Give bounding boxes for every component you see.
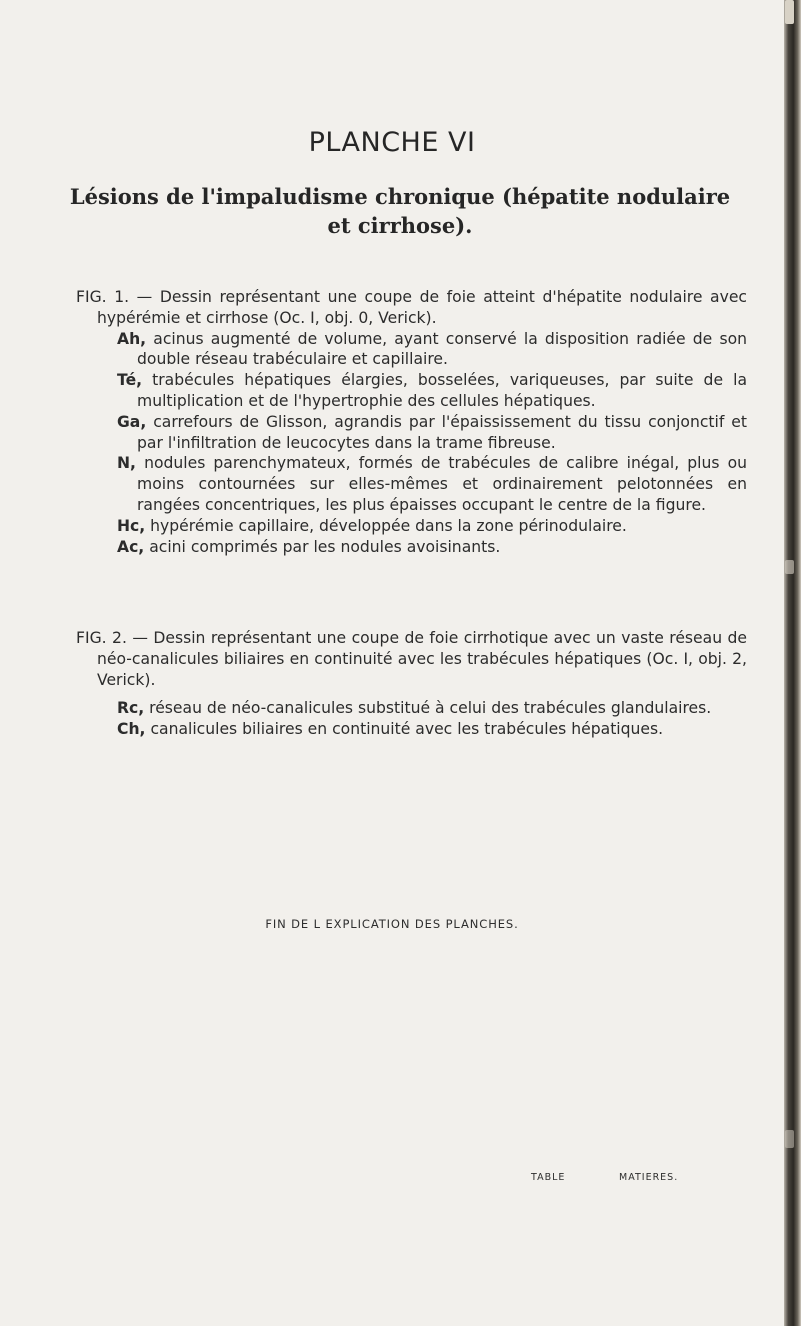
legend-key: Rc, — [117, 699, 145, 718]
legend-key: Ac, — [117, 537, 145, 556]
edge-mark — [785, 0, 794, 24]
legend-text: carrefours de Glisson, agrandis par l'épaississement du tissu conjonctif et par l'infiltration de leucocytes dans la trame fibreuse. — [137, 412, 747, 452]
legend-text: acinus augmenté de volume, ayant conservé la disposition radiée de son double réseau trabéculaire et capillaire. — [137, 329, 747, 369]
legend-text: acini comprimés par les nodules avoisinants. — [144, 537, 501, 556]
legend-key: N, — [117, 454, 136, 473]
book-spine-edge — [784, 0, 801, 1326]
plate-title: PLANCHE VI — [308, 127, 476, 158]
legend-text: canalicules biliaires en continuité avec les trabécules hépatiques. — [145, 720, 664, 739]
figure-1-legend-item — [117, 516, 747, 537]
edge-mark — [785, 560, 794, 574]
figure-1-legend-item — [117, 412, 747, 454]
figure-2-heading: FIG. 2. — Dessin représentant une coupe de foie cirrhotique avec un vaste réseau de néo-canalicules biliaires en continuité avec les trabécules hépatiques (Oc. I, obj. 2, Verick). — [76, 629, 747, 689]
legend-text: nodules parenchymateux, formés de trabécules de calibre inégal, plus ou moins contournées sur elles-mêmes et ordinairement pelotonnées en rangées concentriques, les plus épaisses occupant le centre de la figure. — [135, 454, 747, 514]
end-of-explanation-note: FIN DE L EXPLICATION DES PLANCHES. — [265, 917, 519, 931]
edge-mark — [785, 1130, 794, 1148]
subtitle-line-2: et cirrhose). — [327, 213, 473, 238]
figure-2-caption — [76, 628, 747, 740]
legend-key: Ch, — [117, 720, 146, 739]
legend-text: réseau de néo-canalicules substitué à celui des trabécules glandulaires. — [144, 699, 712, 718]
legend-text: hypérémie capillaire, développée dans la zone périnodulaire. — [145, 516, 627, 535]
figure-1-legend-item — [117, 453, 747, 515]
figure-2-legend-item — [117, 719, 747, 740]
figure-1-legend-item — [117, 370, 747, 412]
legend-key: Ga, — [117, 412, 147, 431]
legend-key: Té, — [117, 371, 143, 390]
figure-1-legend-item — [117, 329, 747, 371]
plate-subtitle — [60, 182, 740, 240]
figure-1-caption — [76, 287, 747, 557]
legend-text: trabécules hépatiques élargies, bosselées, variqueuses, par suite de la multiplication et de l'hypertrophie des cellules hépatiques. — [137, 371, 747, 410]
matieres-catchword: MATIERES. — [619, 1172, 679, 1183]
legend-key: Hc, — [117, 516, 146, 535]
legend-key: Ah, — [117, 329, 147, 348]
figure-1-legend-item — [117, 537, 747, 558]
table-catchword: TABLE — [531, 1172, 566, 1183]
subtitle-line-1: Lésions de l'impaludisme chronique (hépatite nodulaire — [69, 184, 731, 209]
figure-1-heading: FIG. 1. — Dessin représentant une coupe de foie atteint d'hépatite nodulaire avec hypérémie et cirrhose (Oc. I, obj. 0, Verick). — [76, 288, 747, 327]
figure-2-legend-item — [117, 698, 747, 719]
